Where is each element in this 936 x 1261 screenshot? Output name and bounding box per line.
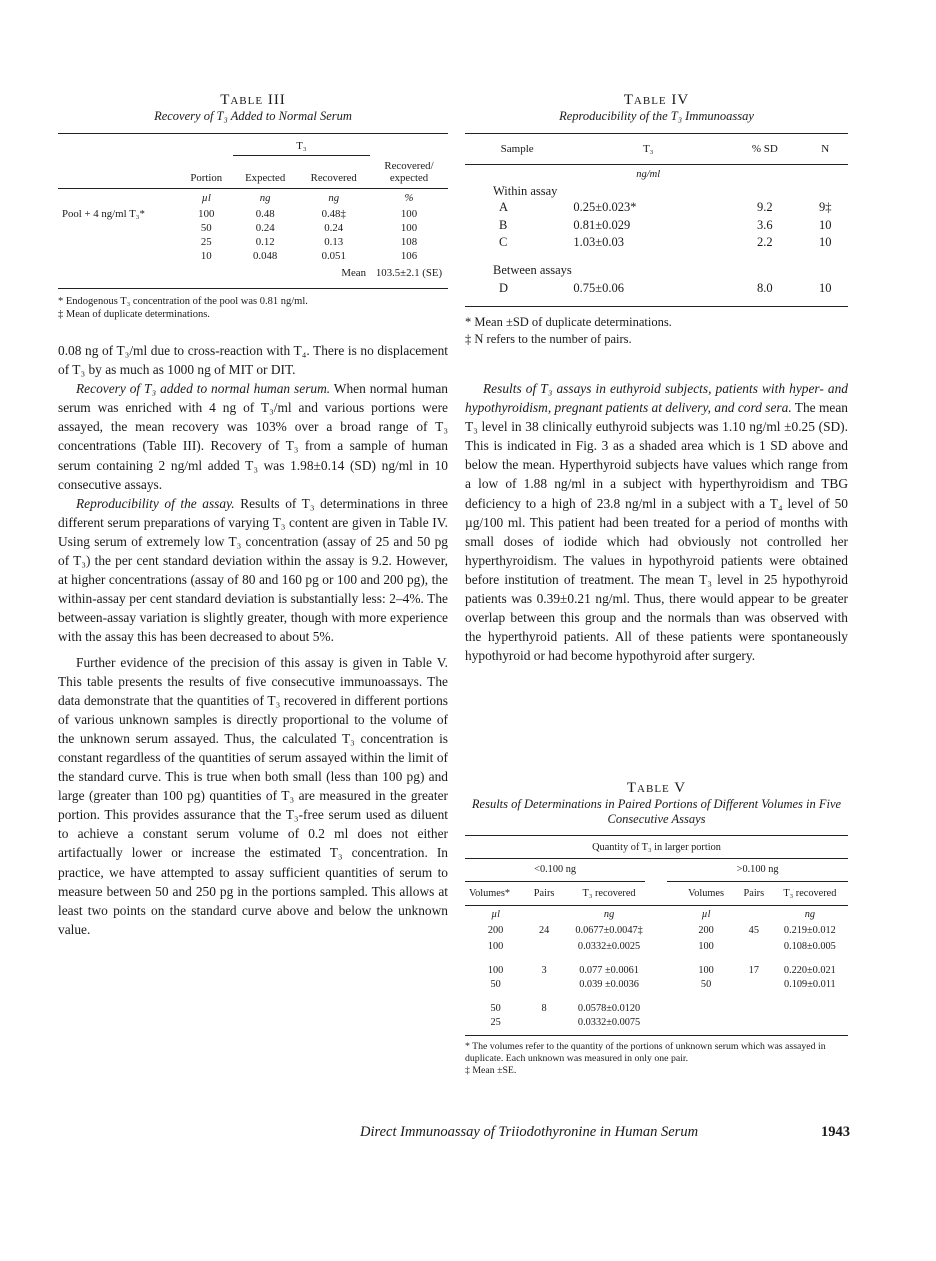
- table-cell: [656, 1014, 736, 1030]
- paragraph-text: The mean T₃ level in 38 clinically euthyroid subjects was 1.10 ng/ml ±0.25 (SD). This is indicated in Fig. 3 as a shaded area which is 1 SD above and below the mean. Hyperthyroid subjects have values which range from a low of 1.88 ng/ml in a subject with hyperthyroidism and TBG deficiency to a high of 23.8 ng/ml in a subject with a T₄ level of 50 µg/100 ml. This patient had been treated for a period of months with small doses of iodide which had obviously not controlled her hyperthyroidism. The values in hypothyroid patients were obtained before institution of treatment. The mean T₃ level in 25 hypothyroid patients was 0.39±0.21 ng/ml. Thus, there would appear to be greater overlap between this group and the normals than was observed with the hyperthyroid patients. All of these patients were spontaneously hypothyroid or had become hypothyroid after surgery.: [465, 400, 848, 664]
- table-cell: [772, 1014, 848, 1030]
- table-cell: [736, 938, 772, 954]
- table-cell: 0.48‡: [321, 207, 346, 220]
- table-row: [465, 199, 848, 217]
- unit: ng: [328, 191, 340, 204]
- paragraph: Further evidence of the precision of this assay is given in Table V. This table presents the results of five consecutive immunoassays. The data demonstrate that the quantities of T₃ recovered in different portions of various unknown samples is directly proportional to the volume of the unknown serum assayed. Thus, the calculated T₃ concentration is constant regardless of the quantities of serum assayed within the limit of the standard curve. This is true when both small (less than 100 pg) and large (greater than 100 pg) quantities of T₃ are measured in the greater portion. This provides assurance that the T₃-free serum used as diluent to achieve a constant serum volume of 0.2 ml does not either artifactually lower or increase the estimated T₃ concentration. In practice, we have attempted to assay sufficient quantities of serum to measure between 50 and 250 pg in the portions sampled. This allows at least two points on the standard curve above and below the unknown value.: [58, 654, 448, 937]
- group-header: >0.100 ng: [656, 859, 848, 881]
- table-cell: 0.13: [324, 235, 344, 248]
- table-cell: 25: [200, 235, 212, 248]
- table-cell: 100: [198, 207, 215, 220]
- table-cell: B: [499, 217, 508, 232]
- table-cell: 0.0677±0.0047‡: [575, 924, 643, 936]
- col-header: Expected: [245, 171, 286, 184]
- table-cell: 200: [487, 924, 504, 936]
- col-header: Recovered: [310, 171, 357, 184]
- table-cell: 0.077 ±0.0061: [579, 965, 639, 976]
- table-cell: A: [499, 200, 509, 215]
- table-cell: 0.039 ±0.0036: [579, 978, 639, 990]
- table-row: [465, 992, 848, 1014]
- table-cell: 0.0332±0.0075: [577, 1016, 641, 1028]
- table-cell: 0.0578±0.0120: [577, 1003, 641, 1014]
- table-cell: 0.109±0.011: [784, 978, 836, 990]
- footnote: ‡ Mean ±SE.: [465, 1065, 517, 1076]
- col-header: Recovered/ expected: [384, 159, 434, 184]
- table-row: [465, 234, 848, 252]
- table-iv: [465, 92, 848, 348]
- table-cell: 10: [819, 281, 832, 295]
- table-cell: 8.0: [756, 281, 773, 295]
- table-row: [58, 207, 448, 221]
- unit: µl: [701, 908, 711, 920]
- group-row: [465, 183, 848, 199]
- section-heading: Results of T₃ assays in euthyroid subjects, patients with hyper- and hypothyroidism, pregnant patients at delivery, and cord sera.: [465, 381, 848, 416]
- table-cell: 50: [490, 978, 501, 990]
- table-cell: 108: [400, 235, 418, 248]
- unit: %: [404, 191, 414, 204]
- table-cell: 50: [200, 221, 212, 234]
- table-cell: 50: [490, 1003, 501, 1014]
- group-header: T₃: [233, 140, 370, 156]
- table-cell: [736, 976, 772, 992]
- table-cell: 100: [698, 965, 714, 976]
- table-body: [58, 140, 448, 289]
- table-cell: 100: [400, 221, 418, 234]
- table-cell: 50: [700, 978, 712, 990]
- super-header: Quantity of T₃ in larger portion: [592, 841, 721, 853]
- section-heading: Recovery of T₃ added to normal human serum.: [76, 381, 331, 397]
- paragraph-text: When normal human serum was enriched with 4 ng of T₃/ml and various portions were assayed, the mean recovery was 103% over a broad range of T₃ concentrations (Table III). Recovery of T₃ from a sample of human serum containing 2 ng/ml added T₃ was 1.98±0.14 (SD) ng/ml in 10 consecutive assays.: [58, 381, 448, 492]
- col-header: T₃: [642, 143, 654, 155]
- table-cell: [772, 992, 848, 1014]
- table-cell: 0.81±0.029: [573, 217, 631, 232]
- table-row: [58, 221, 448, 235]
- table-cell: 100: [487, 940, 504, 952]
- table-cell: [526, 976, 562, 992]
- group-row: [465, 252, 848, 278]
- paragraph: [58, 494, 448, 647]
- table-cell: [656, 992, 736, 1014]
- col-header: Volumes: [688, 887, 724, 899]
- table-row: [58, 235, 448, 249]
- col-header: Portion: [190, 171, 223, 184]
- table-title: Results of Determinations in Paired Portions of Different Volumes in Five Consecutive Assays: [471, 797, 842, 826]
- unit: ng: [603, 908, 615, 920]
- table-cell: 0.0332±0.0025: [577, 940, 641, 952]
- table-number: Table III: [220, 92, 286, 108]
- table-body: [465, 836, 848, 1036]
- table-cell: 0.220±0.021: [783, 965, 836, 976]
- table-row: [465, 278, 848, 300]
- table-v: [465, 780, 848, 1077]
- table-cell: 9.2: [756, 200, 773, 215]
- table-body: [465, 134, 848, 307]
- table-cell: 10: [819, 235, 832, 250]
- table-cell: 100: [400, 207, 418, 220]
- table-row: [465, 1014, 848, 1030]
- unit: µl: [491, 908, 500, 920]
- table-cell: 17: [748, 965, 759, 976]
- table-cell: [58, 221, 180, 235]
- page-footer: [360, 1124, 850, 1141]
- table-cell: 10: [200, 249, 212, 262]
- table-cell: 0.75±0.06: [573, 281, 624, 295]
- table-cell: Pool + 4 ng/ml T₃*: [62, 207, 145, 220]
- table-cell: 100: [487, 965, 504, 976]
- table-row: [465, 922, 848, 938]
- table-title: Reproducibility of the T₃ Immunoassay: [559, 109, 754, 123]
- table-cell: [736, 1014, 772, 1030]
- group-header: <0.100 ng: [465, 859, 656, 881]
- table-cell: 45: [748, 924, 759, 936]
- table-cell: 24: [538, 924, 550, 936]
- unit: ng: [804, 908, 815, 920]
- table-cell: [58, 249, 180, 263]
- table-cell: 3: [541, 965, 547, 976]
- table-cell: 0.24: [324, 221, 344, 234]
- col-header: Pairs: [533, 887, 555, 899]
- paragraph: [58, 379, 448, 494]
- paragraph-text: Results of T₃ determinations in three different serum preparations of varying T₃ content are given in Table IV. Using serum of extremely low T₃ concentration (assay of 25 and 50 pg of T₃) the per cent standard deviation within the assay is 9.2. However, at higher concentrations (assay of 80 and 160 pg or 100 and 200 pg), the within-assay per cent standard deviation is substantially less: 2–4%. The between-assay variation is slightly greater, though with more experience with the assay this has been decreased to about 5%.: [58, 495, 448, 645]
- table-cell: 200: [698, 924, 714, 936]
- footnote: * The volumes refer to the quantity of the portions of unknown serum which was assayed in duplicate. Each unknown was measured in only one pair.: [465, 1041, 826, 1064]
- paragraph: [465, 379, 848, 665]
- table-cell: 100: [698, 940, 714, 952]
- col-header: Volumes*: [469, 887, 511, 899]
- unit: ng: [259, 191, 271, 204]
- col-header: % SD: [751, 143, 778, 155]
- left-column-text: [58, 341, 448, 939]
- table-cell: [526, 938, 562, 954]
- unit: µl: [201, 191, 211, 204]
- table-number: Table V: [626, 780, 687, 796]
- running-title: Direct Immunoassay of Triiodothyronine in Human Serum: [360, 1124, 699, 1140]
- table-cell: 1.03±0.03: [573, 235, 624, 250]
- table-cell: 9‡: [819, 200, 832, 215]
- table-cell: 3.6: [756, 217, 773, 232]
- table-cell: 0.48: [255, 207, 275, 220]
- table-cell: 106: [400, 249, 418, 262]
- table-title: Recovery of T₃ Added to Normal Serum: [154, 109, 352, 123]
- table-cell: 2.2: [756, 235, 773, 250]
- table-cell: 0.048: [253, 249, 278, 262]
- table-cell: [58, 235, 180, 249]
- col-header: Pairs: [743, 887, 765, 899]
- table-cell: [526, 1014, 562, 1030]
- col-header: N: [821, 143, 830, 155]
- col-header: T₃ recovered: [783, 887, 837, 899]
- table-number: Table IV: [623, 92, 690, 108]
- table-row: [465, 938, 848, 954]
- table-cell: 0.219±0.012: [783, 924, 836, 936]
- group-label: Within assay: [493, 184, 558, 198]
- table-row: [465, 954, 848, 976]
- table-cell: 0.24: [255, 221, 275, 234]
- mean-value: 103.5±2.1 (SE): [375, 266, 443, 279]
- table-cell: [736, 992, 772, 1014]
- table-iii: [58, 92, 448, 321]
- table-cell: 25: [490, 1016, 501, 1028]
- col-header: Sample: [500, 143, 534, 155]
- group-label: Between assays: [493, 262, 572, 277]
- table-cell: D: [499, 281, 509, 295]
- table-row: [465, 217, 848, 235]
- footnote: * Endogenous T₃ concentration of the pool was 0.81 ng/ml.: [58, 295, 308, 307]
- table-cell: C: [499, 235, 508, 250]
- unit: ng/ml: [636, 168, 661, 180]
- col-header: [58, 156, 180, 184]
- mean-label: Mean: [341, 266, 366, 279]
- paragraph: 0.08 ng of T₃/ml due to cross-reaction with T₄. There is no displacement of T₃ by as much as 1000 ng of MIT or DIT.: [58, 343, 448, 378]
- table-row: [58, 249, 448, 263]
- table-cell: 8: [541, 1003, 547, 1014]
- footnote: ‡ Mean of duplicate determinations.: [58, 308, 210, 320]
- table-row: [465, 976, 848, 992]
- table-cell: 0.25±0.023*: [573, 200, 637, 215]
- footnote: * Mean ±SD of duplicate determinations.: [465, 314, 672, 329]
- footnote: ‡ N refers to the number of pairs.: [465, 331, 632, 346]
- page-number: 1943: [821, 1124, 850, 1140]
- col-header: T₃ recovered: [582, 887, 636, 899]
- table-cell: 10: [819, 217, 832, 232]
- table-cell: 0.108±0.005: [783, 940, 836, 952]
- section-heading: Reproducibility of the assay.: [76, 495, 235, 511]
- table-cell: 0.051: [321, 249, 346, 262]
- table-cell: 0.12: [255, 235, 275, 248]
- right-column-text: [465, 379, 848, 665]
